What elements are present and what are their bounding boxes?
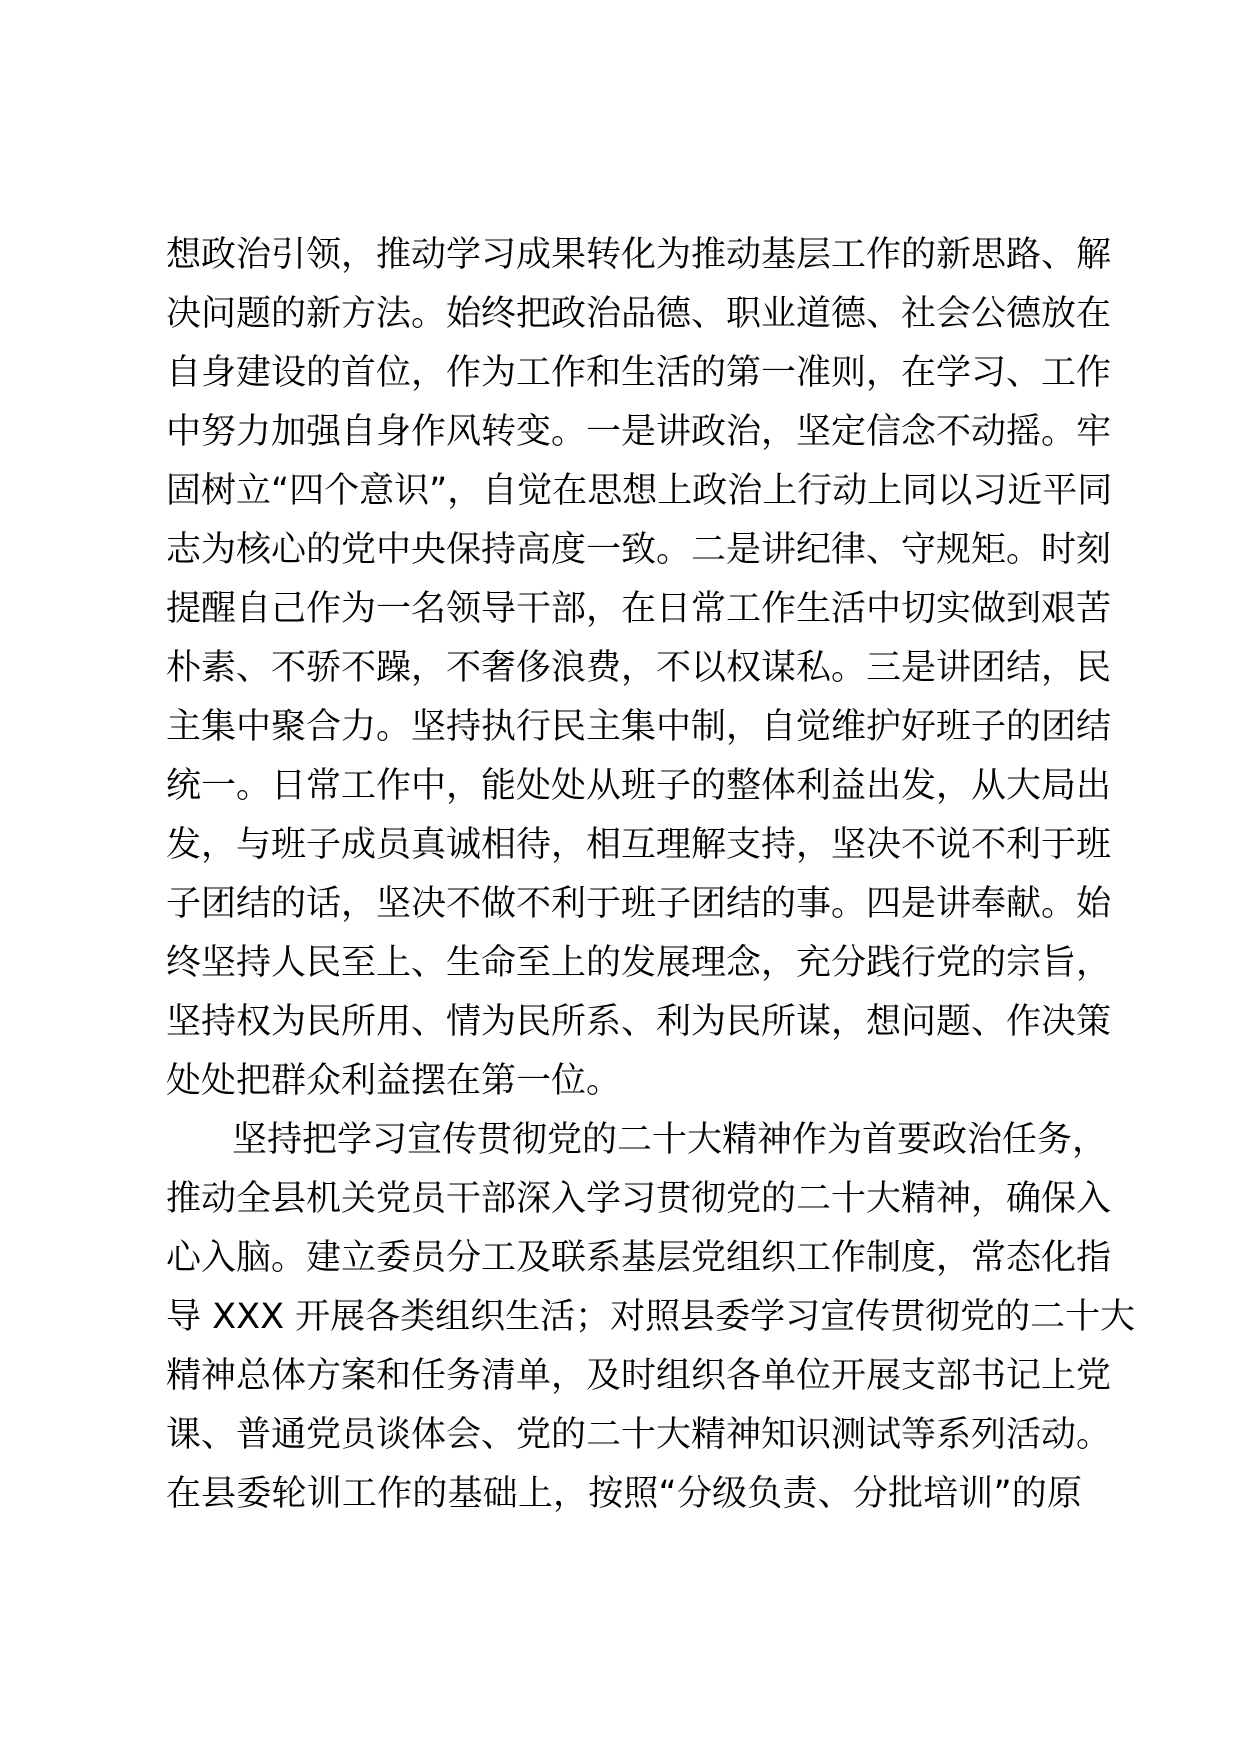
text-line: 在县委轮训工作的基础上，按照“分级负责、分批培训”的原 xyxy=(166,1474,1082,1514)
text-line: 课、普通党员谈体会、党的二十大精神知识测试等系列活动。 xyxy=(166,1415,1112,1455)
text-line: 坚持权为民所用、情为民所系、利为民所谋，想问题、作决策 xyxy=(166,1002,1112,1042)
text-line: 统一。日常工作中，能处处从班子的整体利益出发，从大局出 xyxy=(166,766,1112,806)
text-line: 终坚持人民至上、生命至上的发展理念，充分践行党的宗旨， xyxy=(166,943,1112,983)
text-line: 坚持把学习宣传贯彻党的二十大精神作为首要政治任务， xyxy=(232,1120,1108,1160)
text-line: 子团结的话，坚决不做不利于班子团结的事。四是讲奉献。始 xyxy=(166,884,1112,924)
text-line: 决问题的新方法。始终把政治品德、职业道德、社会公德放在 xyxy=(166,294,1112,334)
paragraph xyxy=(166,1111,1136,1524)
text-line: 发，与班子成员真诚相待，相互理解支持，坚决不说不利于班 xyxy=(166,825,1112,865)
text-line: 处处把群众利益摆在第一位。 xyxy=(166,1061,622,1101)
text-line: 主集中聚合力。坚持执行民主集中制，自觉维护好班子的团结 xyxy=(166,707,1112,747)
text-line: 固树立“四个意识”，自觉在思想上政治上行动上同以习近平同 xyxy=(166,471,1113,511)
text-line: 朴素、不骄不躁，不奢侈浪费，不以权谋私。三是讲团结，民 xyxy=(166,648,1112,688)
text-line: 提醒自己作为一名领导干部，在日常工作生活中切实做到艰苦 xyxy=(166,589,1112,629)
text-line: 心入脑。建立委员分工及联系基层党组织工作制度，常态化指 xyxy=(166,1238,1112,1278)
text-line: 导 XXX 开展各类组织生活；对照县委学习宣传贯彻党的二十大 xyxy=(166,1297,1136,1337)
paragraph xyxy=(166,226,1113,1111)
text-line: 想政治引领，推动学习成果转化为推动基层工作的新思路、解 xyxy=(166,235,1112,275)
text-line: 中努力加强自身作风转变。一是讲政治，坚定信念不动摇。牢 xyxy=(166,412,1112,452)
body-text xyxy=(166,226,1136,1524)
text-line: 精神总体方案和任务清单，及时组织各单位开展支部书记上党 xyxy=(166,1356,1112,1396)
text-line: 志为核心的党中央保持高度一致。二是讲纪律、守规矩。时刻 xyxy=(166,530,1112,570)
text-line: 自身建设的首位，作为工作和生活的第一准则，在学习、工作 xyxy=(166,353,1112,393)
text-line: 推动全县机关党员干部深入学习贯彻党的二十大精神，确保入 xyxy=(166,1179,1112,1219)
